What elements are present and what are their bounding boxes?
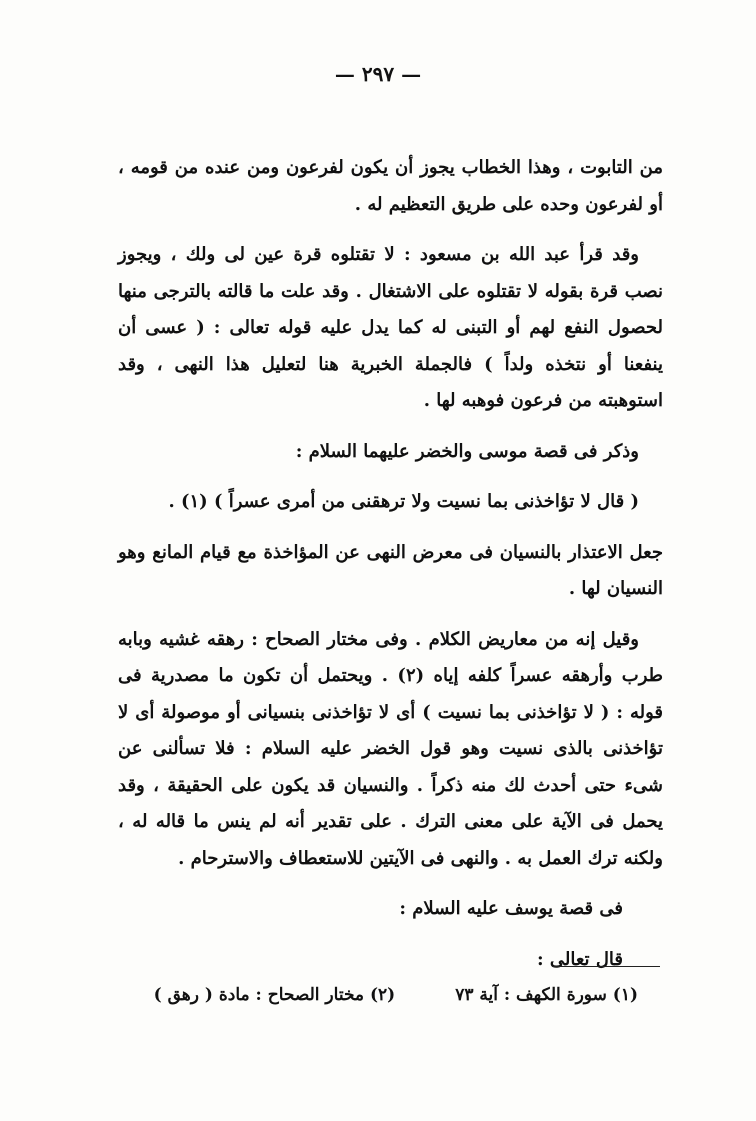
moses-khidr-verse: ( قال لا تؤاخذنى بما نسيت ولا ترهقنى من أمرى عسراً ) (١) .	[168, 491, 639, 512]
moses-khidr-intro: وذكر فى قصة موسى والخضر عليهما السلام :	[295, 440, 639, 462]
footnote-divider	[552, 966, 660, 967]
paragraph-pharaoh-address: من التابوت ، وهذا الخطاب يجوز أن يكون لفرعون ومن عنده من قومه ، أو لفرعون وحده على طريق التعظيم له .	[118, 157, 663, 215]
paragraph-ibn-masud-reading: وقد قرأ عبد الله بن مسعود : لا تقتلوه قرة عين لى ولك ، ويجوز نصب قرة بقوله لا تقتلوه على الاشتغال . وقد علت ما قالته بالترجى منها لحصول النفع لهم أو التبنى له كما يدل عليه قوله تعالى : ( عسى أن ينفعنا أو نتخذه ولداً ) فالجملة الخبرية هنا لتعليل هذا النهى ، وقد استوهبته من فرعون فوهبه لها .	[118, 244, 663, 411]
moses-khidr-comment: جعل الاعتذار بالنسيان فى معرض النهى عن المؤاخذة مع قيام المانع وهو النسيان لها .	[118, 541, 663, 599]
yusuf-section	[118, 891, 663, 978]
yusuf-lead: قال تعالى :	[536, 948, 623, 970]
yusuf-heading: فى قصة يوسف عليه السلام :	[399, 898, 623, 919]
footnote-2: (٢) مختار الصحاح : مادة ( رهق )	[153, 985, 396, 1005]
moses-khidr-section	[118, 434, 663, 608]
paragraph-discussion: وقيل إنه من معاريض الكلام . وفى مختار الصحاح : رهقه غشيه وبابه طرب وأرهقه عسراً كلفه إياه (٢) . ويحتمل أن تكون ما مصدرية فى قوله : ( لا تؤاخذنى بما نسيت ) أى لا تؤاخذنى بنسيانى أو موصولة أى لا تؤاخذنى بالذى نسيت وهو قول الخضر عليه السلام : فلا تسألنى عن شىء حتى أحدث لك منه ذكراً . والنسيان قد يكون على الحقيقة ، وقد يحمل فى الآية على معنى الترك . على تقدير أنه لم ينس ما قاله له ، ولكنه ترك العمل به . والنهى فى الآيتين للاستعطاف والاسترحام .	[118, 628, 663, 869]
body-text	[118, 150, 663, 992]
footnote-1: (١) سورة الكهف : آية ٧٣	[455, 985, 638, 1005]
page-number: — ٢٩٧ —	[334, 62, 422, 86]
footnotes	[118, 985, 638, 1005]
